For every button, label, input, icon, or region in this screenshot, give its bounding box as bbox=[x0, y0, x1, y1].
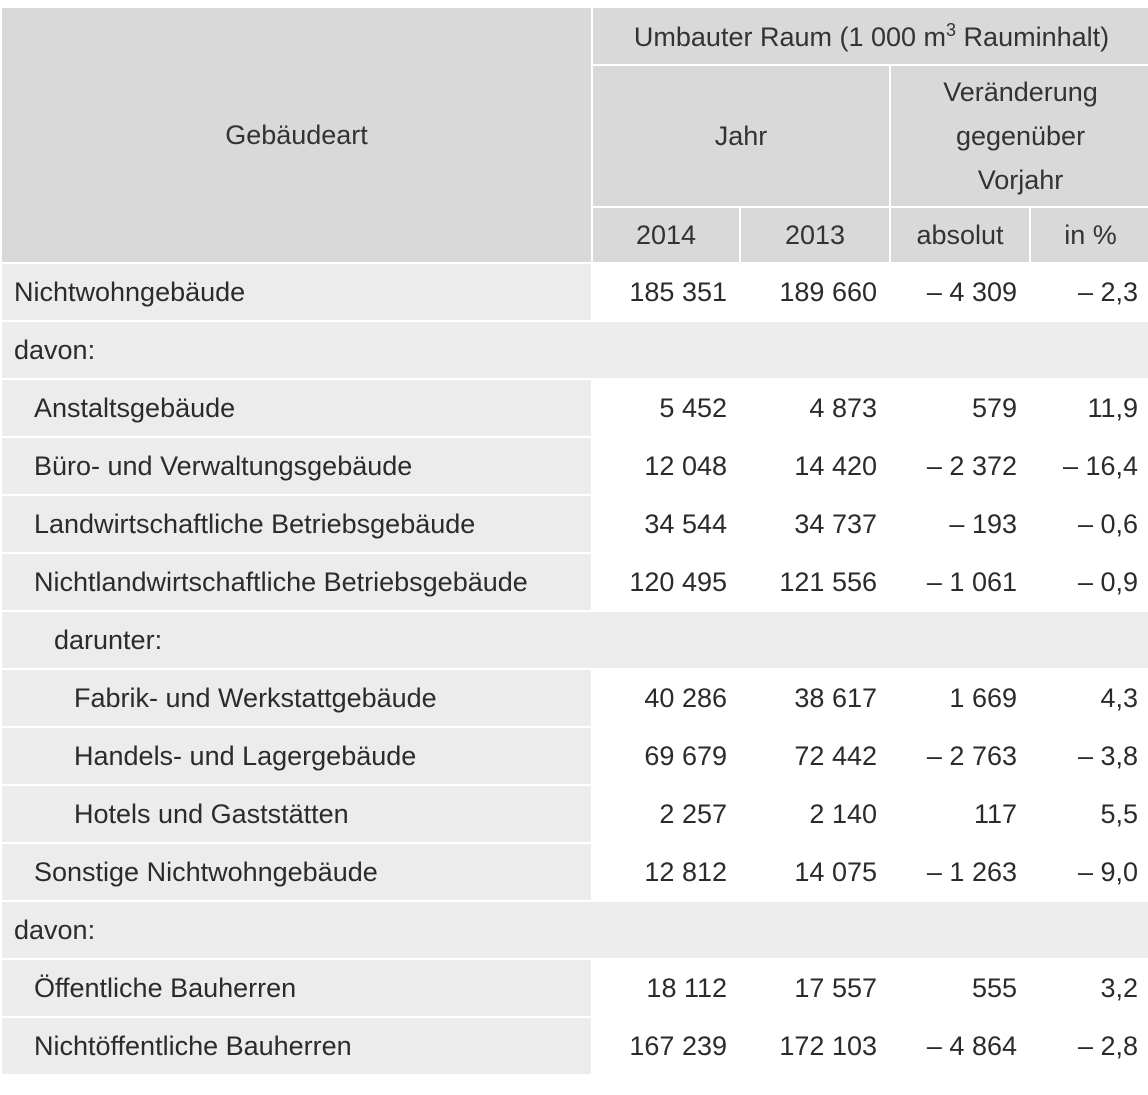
cell-absolut: – 1 061 bbox=[891, 554, 1029, 610]
header-jahr: Jahr bbox=[593, 66, 889, 206]
cell-absolut: – 2 763 bbox=[891, 728, 1029, 784]
section-row bbox=[2, 902, 1148, 958]
header-2014: 2014 bbox=[593, 208, 739, 262]
cell-prozent: – 9,0 bbox=[1031, 844, 1148, 900]
cell-2014: 5 452 bbox=[593, 380, 739, 436]
table-row bbox=[2, 496, 1148, 552]
cell-absolut: – 4 864 bbox=[891, 1018, 1029, 1074]
cell-2014: 69 679 bbox=[593, 728, 739, 784]
cell-2013: 72 442 bbox=[741, 728, 889, 784]
header-veraenderung-line1: Veränderung bbox=[943, 77, 1098, 107]
cell-2013: 189 660 bbox=[741, 264, 889, 320]
row-label: Landwirtschaftliche Betriebsgebäude bbox=[2, 496, 591, 552]
row-label: Nichtlandwirtschaftliche Betriebsgebäude bbox=[2, 554, 591, 610]
table-row bbox=[2, 264, 1148, 320]
cell-prozent: – 0,6 bbox=[1031, 496, 1148, 552]
cell-prozent: 4,3 bbox=[1031, 670, 1148, 726]
table-row bbox=[2, 960, 1148, 1016]
cell-absolut: 555 bbox=[891, 960, 1029, 1016]
statistics-table bbox=[0, 6, 1148, 1076]
cell-2014: 40 286 bbox=[593, 670, 739, 726]
cell-absolut: – 1 263 bbox=[891, 844, 1029, 900]
section-label: davon: bbox=[2, 322, 1148, 378]
cell-absolut: 117 bbox=[891, 786, 1029, 842]
header-veraenderung-line3: Vorjahr bbox=[977, 165, 1064, 195]
row-label: Büro- und Verwaltungsgebäude bbox=[2, 438, 591, 494]
cell-2013: 121 556 bbox=[741, 554, 889, 610]
table-row bbox=[2, 438, 1148, 494]
cell-2013: 2 140 bbox=[741, 786, 889, 842]
row-label: Anstaltsgebäude bbox=[2, 380, 591, 436]
cell-2014: 12 812 bbox=[593, 844, 739, 900]
header-prozent: in % bbox=[1031, 208, 1148, 262]
cell-2014: 18 112 bbox=[593, 960, 739, 1016]
section-label: darunter: bbox=[2, 612, 1148, 668]
header-umbauter-raum-prefix: Umbauter Raum (1 000 m bbox=[633, 21, 947, 52]
section-row bbox=[2, 612, 1148, 668]
cell-2014: 167 239 bbox=[593, 1018, 739, 1074]
cell-prozent: – 2,8 bbox=[1031, 1018, 1148, 1074]
section-row bbox=[2, 322, 1148, 378]
header-umbauter-raum bbox=[593, 8, 1148, 64]
cell-2014: 2 257 bbox=[593, 786, 739, 842]
cell-prozent: – 0,9 bbox=[1031, 554, 1148, 610]
cell-2014: 120 495 bbox=[593, 554, 739, 610]
table-row bbox=[2, 380, 1148, 436]
header-absolut: absolut bbox=[891, 208, 1029, 262]
cell-2013: 17 557 bbox=[741, 960, 889, 1016]
row-label: Hotels und Gaststätten bbox=[2, 786, 591, 842]
header-2013: 2013 bbox=[741, 208, 889, 262]
cell-prozent: – 2,3 bbox=[1031, 264, 1148, 320]
row-label: Nichtöffentliche Bauherren bbox=[2, 1018, 591, 1074]
header-veraenderung bbox=[891, 66, 1148, 206]
row-label: Sonstige Nichtwohngebäude bbox=[2, 844, 591, 900]
cell-2014: 12 048 bbox=[593, 438, 739, 494]
table-row bbox=[2, 844, 1148, 900]
cell-absolut: – 193 bbox=[891, 496, 1029, 552]
cell-2014: 34 544 bbox=[593, 496, 739, 552]
header-veraenderung-line2: gegenüber bbox=[955, 121, 1086, 151]
cell-absolut: – 2 372 bbox=[891, 438, 1029, 494]
table-row bbox=[2, 554, 1148, 610]
cell-prozent: 11,9 bbox=[1031, 380, 1148, 436]
table-row bbox=[2, 670, 1148, 726]
row-label: Fabrik- und Werkstattgebäude bbox=[2, 670, 591, 726]
cell-prozent: 3,2 bbox=[1031, 960, 1148, 1016]
row-label: Öffentliche Bauherren bbox=[2, 960, 591, 1016]
table-row bbox=[2, 728, 1148, 784]
cell-2013: 14 075 bbox=[741, 844, 889, 900]
section-label: davon: bbox=[2, 902, 1148, 958]
header-umbauter-raum-suffix: Rauminhalt) bbox=[956, 21, 1110, 52]
cell-prozent: – 3,8 bbox=[1031, 728, 1148, 784]
cell-absolut: 579 bbox=[891, 380, 1029, 436]
row-label: Nichtwohngebäude bbox=[2, 264, 591, 320]
cell-absolut: 1 669 bbox=[891, 670, 1029, 726]
cell-2013: 38 617 bbox=[741, 670, 889, 726]
table-row bbox=[2, 786, 1148, 842]
cell-prozent: – 16,4 bbox=[1031, 438, 1148, 494]
cell-2013: 34 737 bbox=[741, 496, 889, 552]
cell-absolut: – 4 309 bbox=[891, 264, 1029, 320]
cell-2014: 185 351 bbox=[593, 264, 739, 320]
cell-prozent: 5,5 bbox=[1031, 786, 1148, 842]
header-umbauter-raum-sup: 3 bbox=[946, 19, 957, 40]
cell-2013: 14 420 bbox=[741, 438, 889, 494]
table-row bbox=[2, 1018, 1148, 1074]
cell-2013: 4 873 bbox=[741, 380, 889, 436]
header-gebaeudeart: Gebäudeart bbox=[2, 8, 591, 262]
cell-2013: 172 103 bbox=[741, 1018, 889, 1074]
row-label: Handels- und Lagergebäude bbox=[2, 728, 591, 784]
